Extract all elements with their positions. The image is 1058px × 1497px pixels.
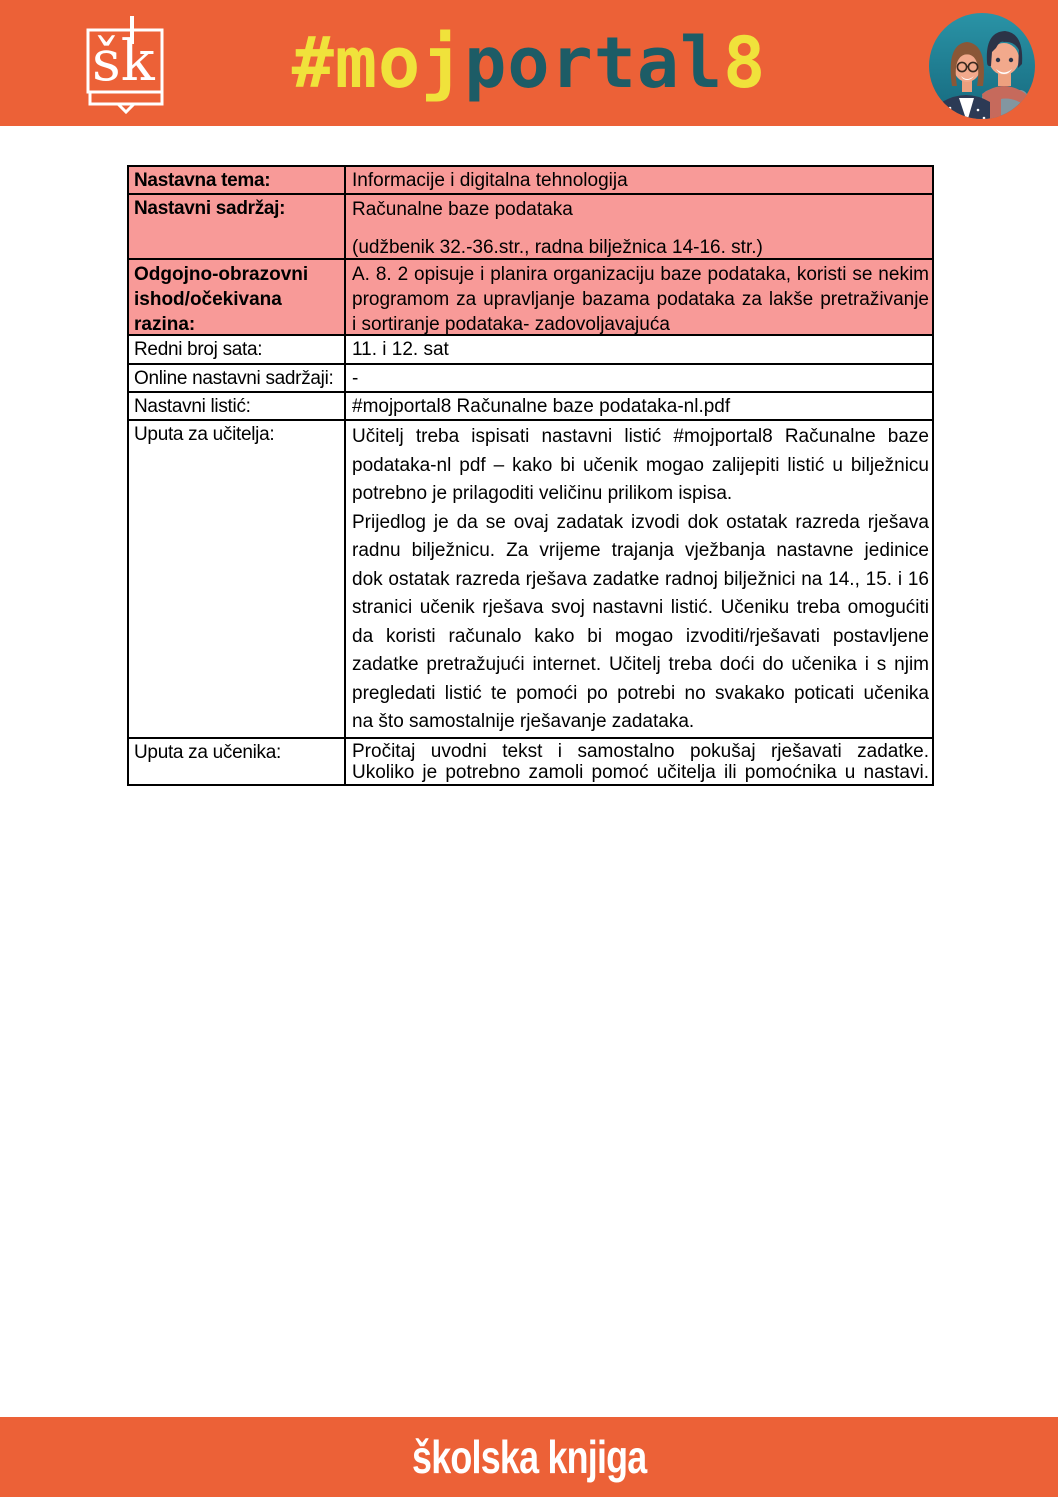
row-value: Učitelj treba ispisati nastavni listić #mojportal8 Računalne baze podataka-nl pdf – kako bi učenik mogao zalijepiti listić u bilježnicu potrebno je prilagoditi veličinu prilikom ispisa. Prijedlog je da se ovaj zadatak izvodi dok ostatak razreda rješava radnu bilježnicu. Za vrijeme trajanja vježbanja nastavne jedinice dok ostatak razreda rješava zadatke radnoj bilježnici na 14., 15. i 16 stranici učenik rješava svoj nastavni listić. Učeniku treba omogućiti da koristi računalo kako bi mogao izvoditi/rješavati postavljene zadatke pretražujući internet. Učitelj treba doći do učenika i s njim pregledati listić te pomoći po potrebi no svakako poticati učenika na što samostalnije rješavanje zadataka. xyxy=(352,426,929,732)
title-part-moj: #moj xyxy=(291,22,465,104)
row-label: Redni broj sata: xyxy=(129,336,346,363)
row-value: A. 8. 2 opisuje i planira organizaciju baze podataka, koristi se nekim programom za upravljanje bazama podataka za lakše pretraživanje i sortiranje podataka- zadovoljavajuća xyxy=(352,264,929,334)
row-value: Računalne baze podataka (udžbenik 32.-36.str., radna bilježnica 14-16. str.) xyxy=(352,199,763,258)
sk-logo-letters: šk xyxy=(92,29,155,94)
header-banner xyxy=(0,0,1058,126)
row-label: Odgojno-obrazovni ishod/očekivana razina: xyxy=(129,260,346,334)
row-value: - xyxy=(352,368,359,389)
table-row-nastavna-tema xyxy=(129,167,932,195)
row-value: #mojportal8 Računalne baze podataka-nl.pdf xyxy=(352,396,731,417)
table-row-redni-broj-sata xyxy=(129,336,932,365)
table-row-uputa-za-ucenika xyxy=(129,739,932,784)
table-row-ishod xyxy=(129,260,932,336)
row-value: Pročitaj uvodni tekst i samostalno pokušaj rješavati zadatke. Ukoliko je potrebno zamoli pomoć učitelja ili pomoćnika u nastavi. xyxy=(352,741,929,783)
row-label: Uputa za učitelja: xyxy=(129,421,346,737)
footer-banner xyxy=(0,1417,1058,1497)
publisher-brand: školska knjiga xyxy=(411,1431,647,1483)
row-label: Online nastavni sadržaji: xyxy=(129,365,346,391)
title-part-8: 8 xyxy=(723,22,767,104)
title-part-portal: portal xyxy=(464,22,724,104)
table-row-uputa-za-ucitelja xyxy=(129,421,932,739)
row-label: Nastavni sadržaj: xyxy=(129,195,346,258)
row-label: Nastavna tema: xyxy=(129,167,346,193)
row-value: 11. i 12. sat xyxy=(352,339,449,360)
row-value: Informacije i digitalna tehnologija xyxy=(352,170,628,191)
row-label: Uputa za učenika: xyxy=(129,739,346,784)
lesson-plan-table xyxy=(127,165,934,786)
table-row-nastavni-listic xyxy=(129,393,932,421)
mascots-illustration-icon xyxy=(926,10,1038,122)
table-row-online-sadrzaji xyxy=(129,365,932,393)
table-row-nastavni-sadrzaj xyxy=(129,195,932,260)
page-title xyxy=(0,0,1058,126)
row-label: Nastavni listić: xyxy=(129,393,346,419)
